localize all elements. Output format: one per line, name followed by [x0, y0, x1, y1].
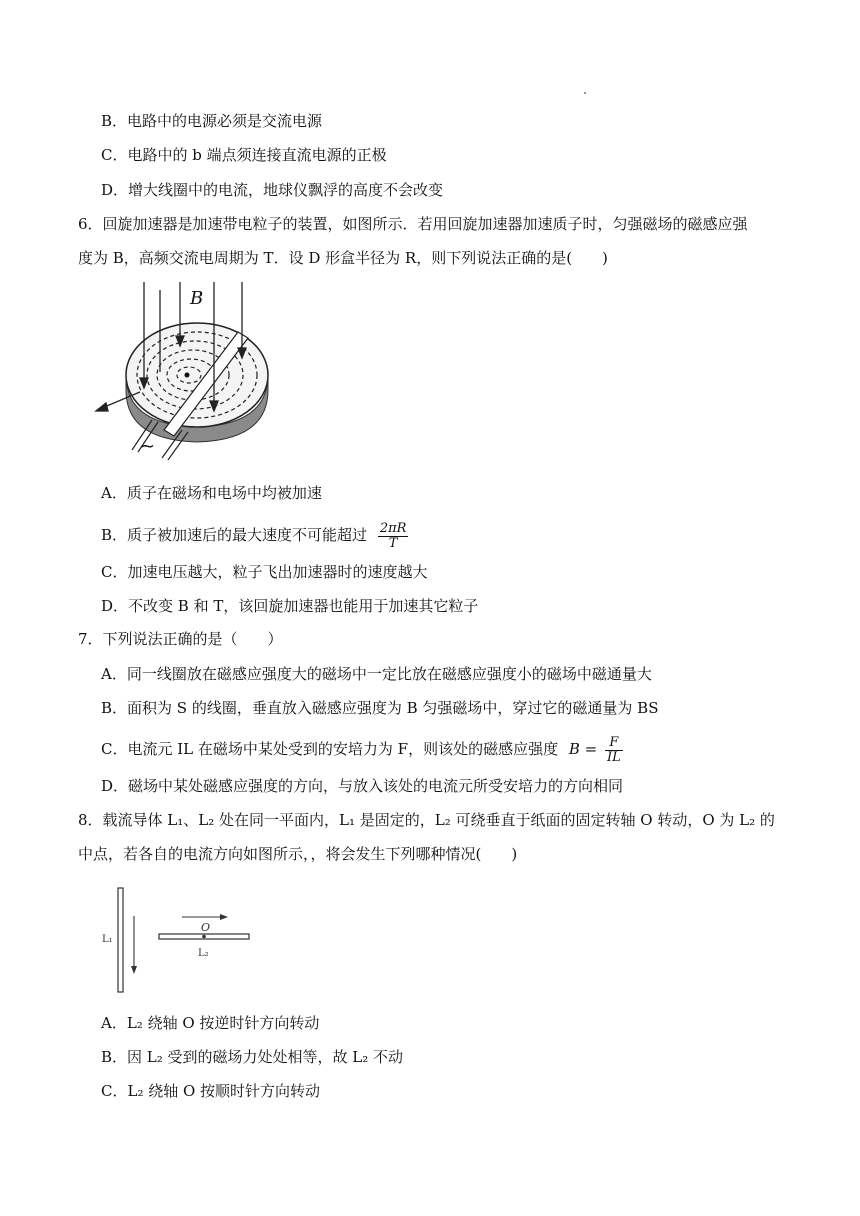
cyclotron-figure — [92, 280, 282, 460]
q6-option-b — [101, 520, 408, 551]
q6-option-d: D．不改变 B 和 T，该回旋加速器也能用于加速其它粒子 — [101, 597, 479, 615]
q5-option-d: D．增大线圈中的电流，地球仪飘浮的高度不会改变 — [101, 181, 444, 199]
ac-symbol: ~ — [140, 436, 156, 457]
fraction-numerator: F — [605, 736, 623, 751]
q8-option-a: A．L₂ 绕轴 O 按逆时针方向转动 — [101, 1014, 320, 1032]
q7-option-c-equation-lhs: B = — [568, 740, 598, 758]
q6-option-a: A．质子在磁场和电场中均被加速 — [101, 484, 322, 502]
q5-option-c: C．电路中的 b 端点须连接直流电源的正极 — [101, 146, 387, 164]
q8-stem-line1: 8．载流导体 L₁、L₂ 处在同一平面内，L₁ 是固定的，L₂ 可绕垂直于纸面的固定转轴 O 转动，O 为 L₂ 的 — [78, 811, 775, 829]
fraction-numerator: 2πR — [379, 520, 407, 536]
q6-option-b-fraction — [378, 522, 409, 551]
label-l1: L₁ — [102, 934, 113, 945]
q6-option-b-text: B．质子被加速后的最大速度不可能超过 — [101, 526, 368, 544]
q7-option-c-fraction — [605, 736, 623, 765]
q7-option-c — [101, 734, 623, 765]
conductors-figure — [98, 882, 270, 1002]
q8-option-c: C．L₂ 绕轴 O 按顺时针方向转动 — [101, 1082, 321, 1100]
q5-option-b: B．电路中的电源必须是交流电源 — [101, 112, 323, 130]
q6-stem-line1: 6．回旋加速器是加速带电粒子的装置，如图所示．若用回旋加速器加速质子时，匀强磁场的磁感应强 — [78, 215, 748, 233]
q7-option-d: D．磁场中某处磁感应强度的方向，与放入该处的电流元所受安培力的方向相同 — [101, 777, 624, 795]
stray-dot — [584, 92, 586, 94]
q7-stem: 7．下列说法正确的是（ ） — [78, 630, 283, 648]
q7-option-b: B．面积为 S 的线圈，垂直放入磁感应强度为 B 匀强磁场中，穿过它的磁通量为 BS — [101, 699, 659, 717]
q6-option-c: C．加速电压越大，粒子飞出加速器时的速度越大 — [101, 563, 428, 581]
fraction-denominator: T — [388, 535, 398, 551]
label-l2: L₂ — [198, 948, 209, 959]
field-label-b: B — [190, 288, 204, 309]
q7-option-c-text: C．电流元 IL 在磁场中某处受到的安培力为 F，则该处的磁感应强度 — [101, 740, 559, 758]
q7-option-a: A．同一线圈放在磁感应强度大的磁场中一定比放在磁感应强度小的磁场中磁通量大 — [101, 665, 652, 683]
label-o: O — [201, 921, 211, 934]
q6-stem-line2: 度为 B，高频交流电周期为 T．设 D 形盒半径为 R，则下列说法正确的是( ) — [78, 249, 608, 267]
q8-option-b: B．因 L₂ 受到的磁场力处处相等，故 L₂ 不动 — [101, 1048, 404, 1066]
fraction-denominator: IL — [607, 749, 621, 765]
q8-stem-line2: 中点，若各自的电流方向如图所示，，将会发生下列哪种情况( ) — [78, 845, 518, 863]
